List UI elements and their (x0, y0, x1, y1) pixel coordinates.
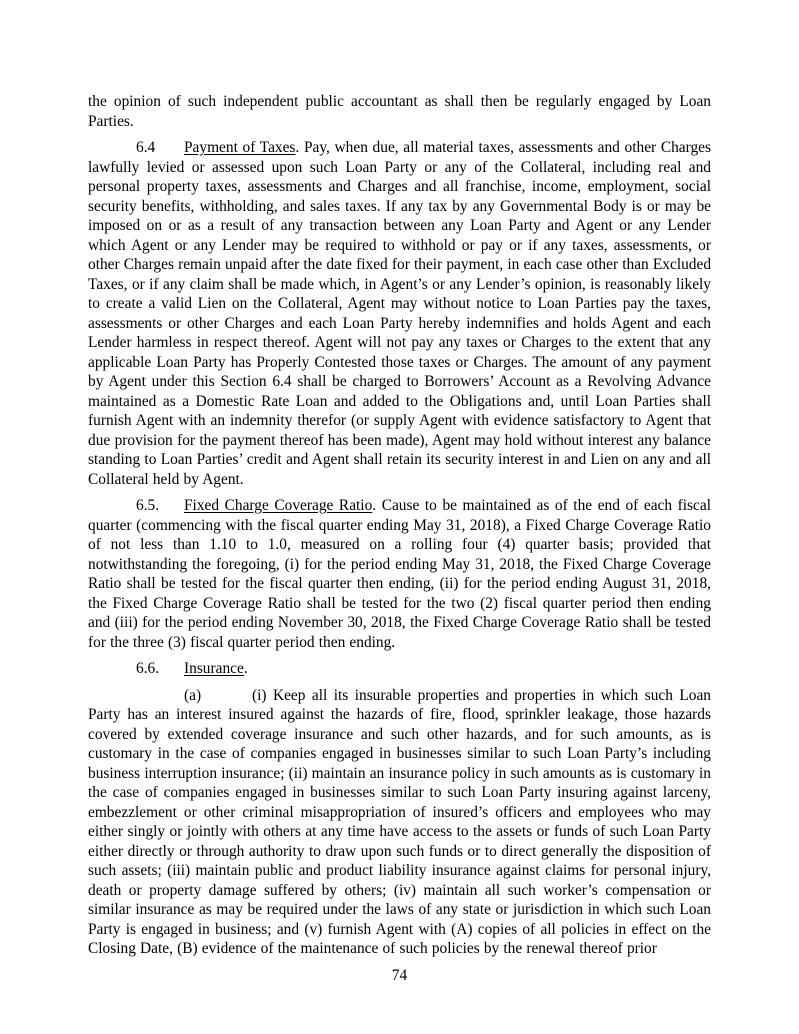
section-6-4-body: . Pay, when due, all material taxes, assessments and other Charges lawfully levied or assessed upon such Loan Party or any of the Collateral, including real and personal property taxes, assessments and Charges and all franchise, income, employment, social security benefits, withholding, and sales taxes. If any tax by any Governmental Body is or may be imposed on or as a result of any transaction between any Loan Party and Agent or any Lender which Agent or any Lender may be required to withhold or pay or if any taxes, assessments, or other Charges remain unpaid after the date fixed for their payment, in each case other than Excluded Taxes, or if any claim shall be made which, in Agent’s or any Lender’s opinion, is reasonably likely to create a valid Lien on the Collateral, Agent may without notice to Loan Parties pay the taxes, assessments or other Charges and each Loan Party hereby indemnifies and holds Agent and each Lender harmless in respect thereof. Agent will not pay any taxes or Charges to the extent that any applicable Loan Party has Properly Contested those taxes or Charges. The amount of any payment by Agent under this Section 6.4 shall be charged to Borrowers’ Account as a Revolving Advance maintained as a Domestic Rate Loan and added to the Obligations and, until Loan Parties shall furnish Agent with an indemnity therefor (or supply Agent with evidence satisfactory to Agent that due provision for the payment thereof has been made), Agent may hold without interest any balance standing to Loan Parties’ credit and Agent shall retain its security interest in and Lien on any and all Collateral held by Agent. (88, 139, 712, 488)
subparagraph-a-body: (i) Keep all its insurable properties and properties in which such Loan Party has an interest insured against the hazards of fire, flood, sprinkler leakage, those hazards covered by extended coverage insurance and such other hazards, and for such amounts, as is customary in the case of companies engaged in businesses similar to such Loan Party’s including business interruption insurance; (ii) maintain an insurance policy in such amounts as is customary in the case of companies engaged in businesses similar to such Loan Party insuring against larceny, embezzlement or other criminal misappropriation of insured’s officers and employees who may either singly or jointly with others at any time have access to the assets or funds of such Loan Party either directly or through authority to draw upon such funds or to direct generally the disposition of such assets; (iii) maintain public and product liability insurance against claims for personal injury, death or property damage suffered by others; (iv) maintain all such worker’s compensation or similar insurance as may be required under the laws of any state or jurisdiction in which such Loan Party is engaged in business; and (v) furnish Agent with (A) copies of all policies in effect on the Closing Date, (B) evidence of the maintenance of such policies by the renewal thereof prior (88, 686, 711, 957)
section-6-4-heading: Payment of Taxes (184, 139, 296, 156)
subparagraph-a-label: (a) (184, 686, 202, 704)
section-6-6-heading: Insurance (184, 660, 244, 677)
section-6-6-paragraph (88, 659, 711, 679)
section-6-5-heading: Fixed Charge Coverage Ratio (184, 497, 373, 514)
section-6-4-paragraph (88, 138, 711, 489)
section-6-4-number: 6.4 (136, 139, 156, 156)
section-6-5-number: 6.5. (136, 497, 160, 514)
text-content (88, 92, 711, 959)
section-6-6-number: 6.6. (136, 660, 160, 677)
subparagraph-a (88, 686, 711, 959)
paragraph-continuation (88, 92, 711, 131)
continuation-text: the opinion of such independent public accountant as shall then be regularly engaged by Loan Parties. (88, 93, 711, 130)
section-6-5-paragraph (88, 496, 711, 652)
page-number: 74 (391, 967, 408, 984)
section-6-5-body: . Cause to be maintained as of the end of each fiscal quarter (commencing with the fiscal quarter ending May 31, 2018), a Fixed Charge Coverage Ratio of not less than 1.10 to 1.0, measured on a rolling four (4) quarter basis; provided that notwithstanding the foregoing, (i) for the period ending May 31, 2018, the Fixed Charge Coverage Ratio shall be tested for the fiscal quarter then ending, (ii) for the period ending August 31, 2018, the Fixed Charge Coverage Ratio shall be tested for the two (2) fiscal quarter period then ending and (iii) for the period ending November 30, 2018, the Fixed Charge Coverage Ratio shall be tested for the three (3) fiscal quarter period then ending. (88, 497, 711, 651)
section-6-6-body: . (243, 660, 248, 677)
